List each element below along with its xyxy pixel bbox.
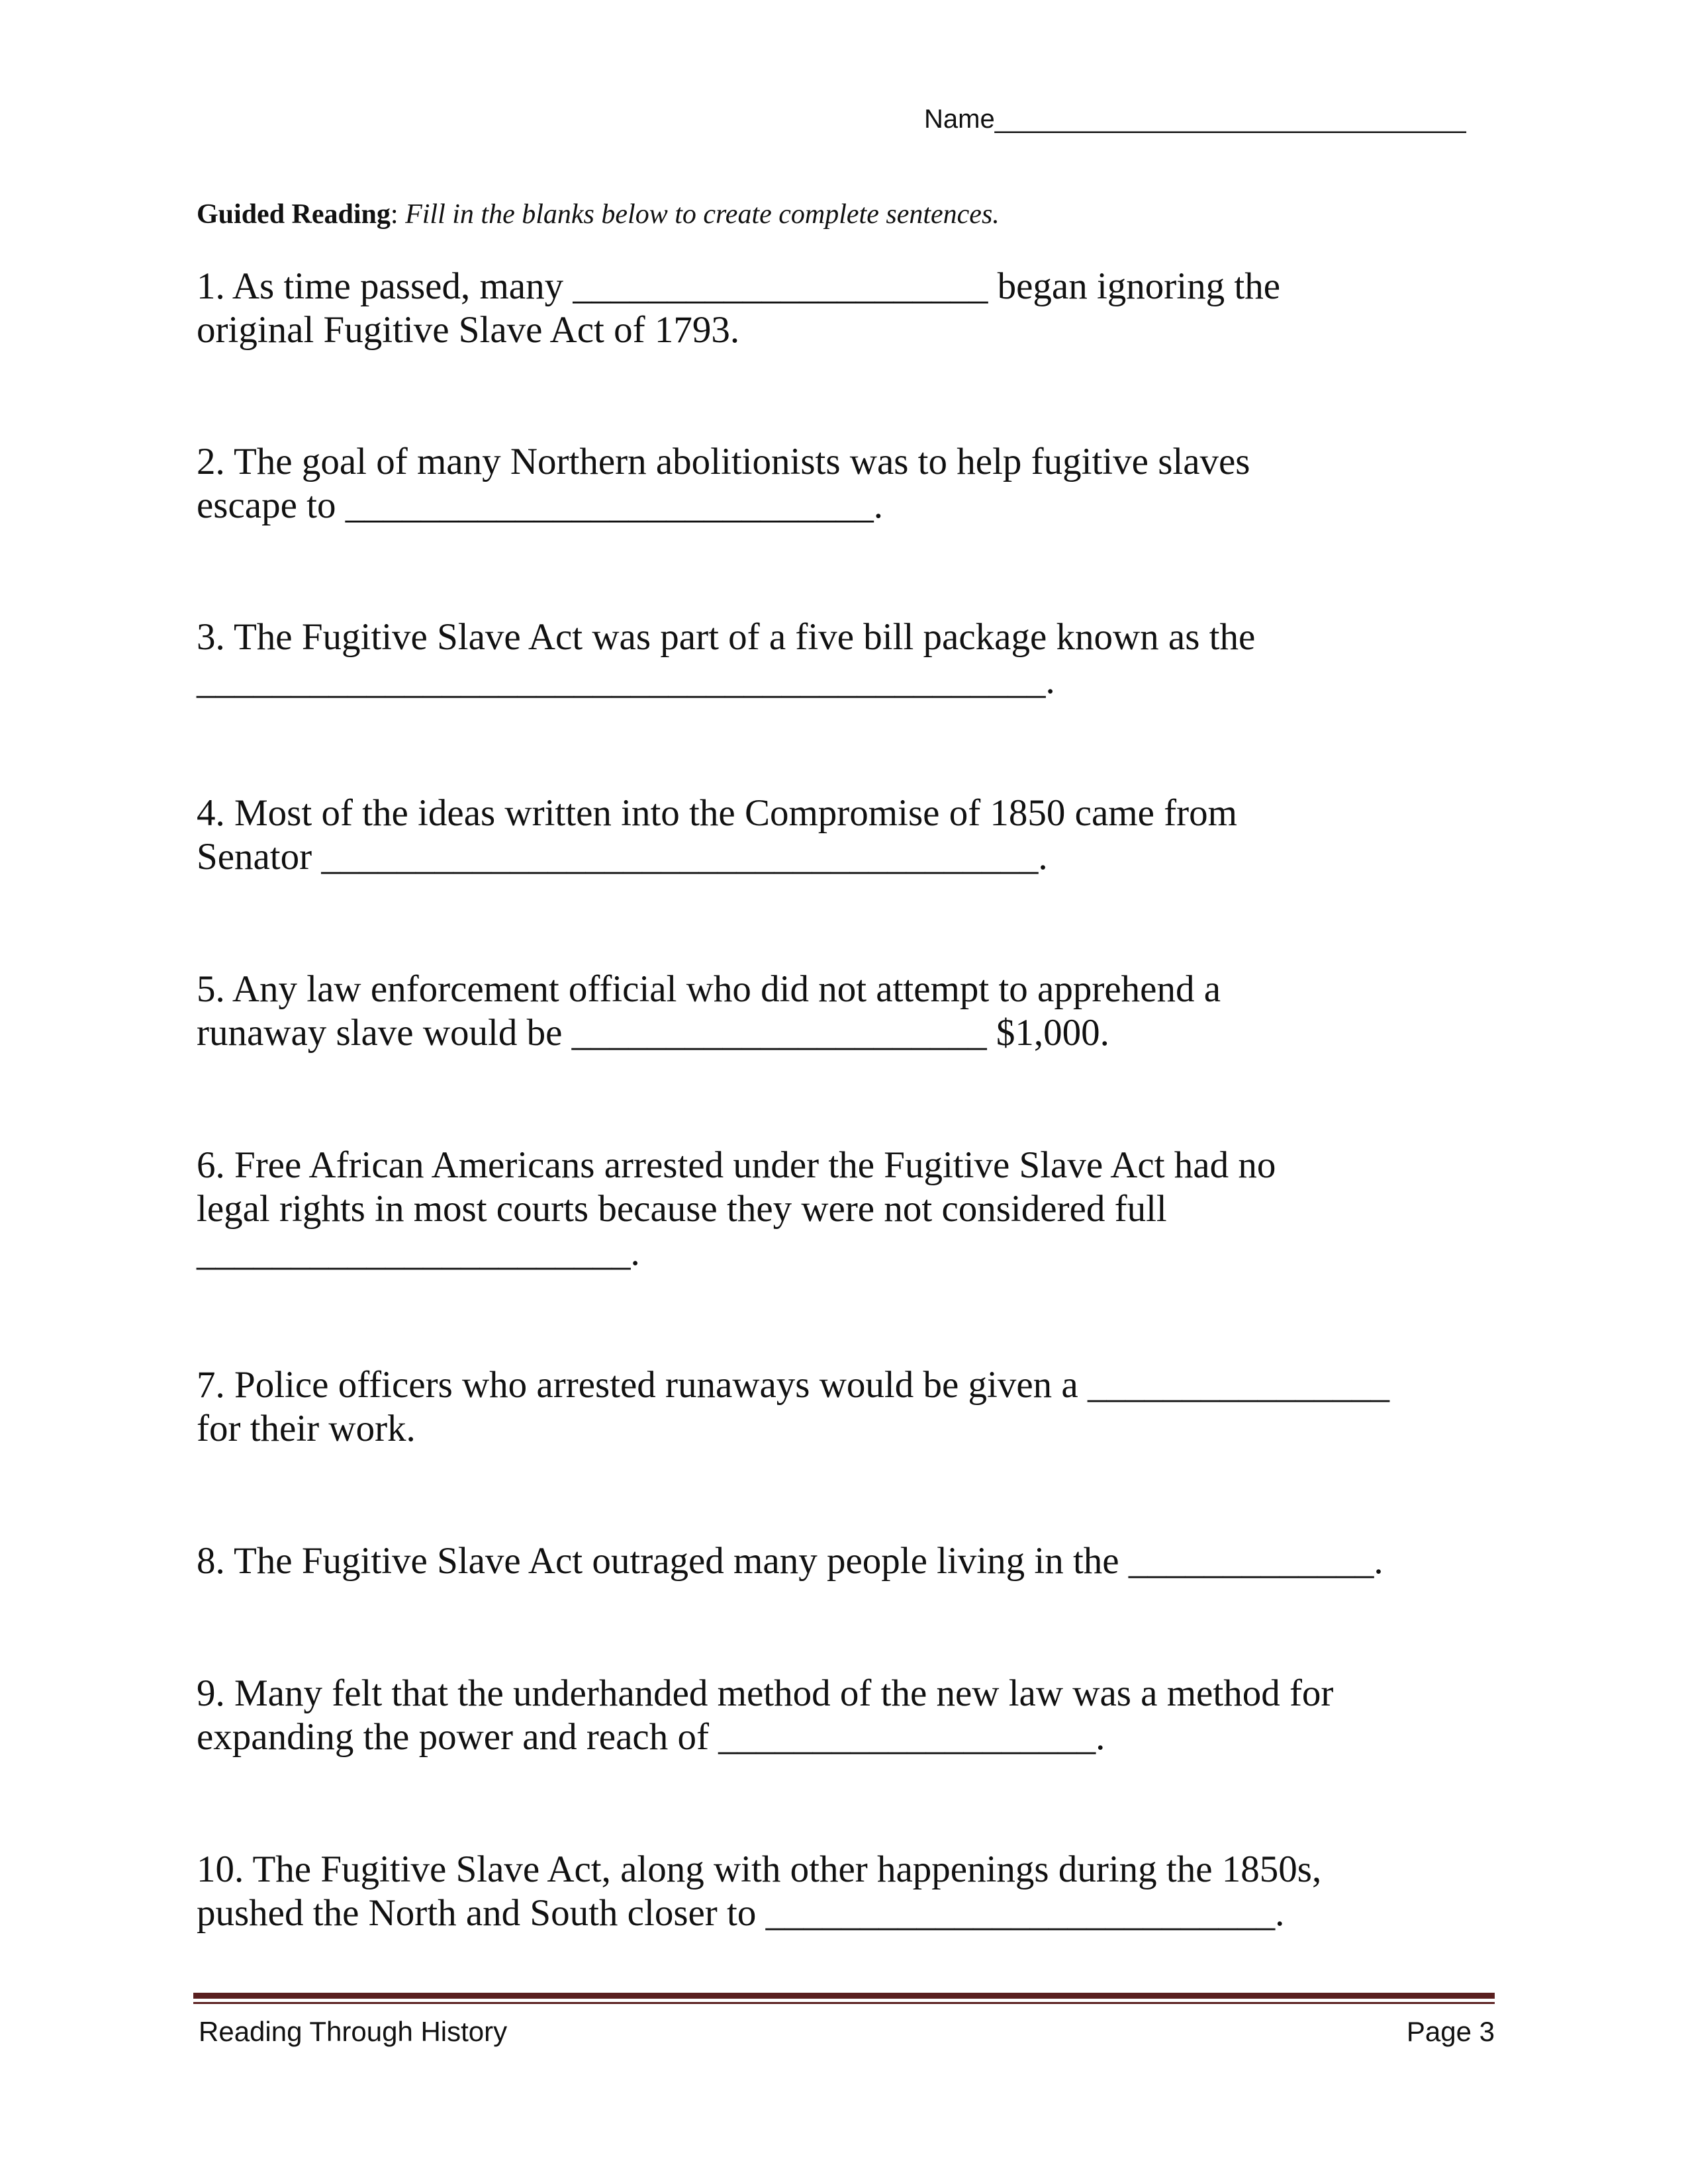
instructions-text: Fill in the blanks below to create complete sentences.	[405, 199, 1000, 230]
question-8	[197, 1539, 1507, 1583]
question-8-line-1: 8. The Fugitive Slave Act outraged many people living in the _____________.	[197, 1540, 1383, 1582]
question-5-line-2: runaway slave would be ______________________ $1,000.	[197, 1012, 1109, 1054]
footer-rule-thick	[193, 1993, 1495, 1999]
question-9	[197, 1672, 1507, 1759]
question-1-line-2: original Fugitive Slave Act of 1793.	[197, 309, 740, 351]
question-4	[197, 792, 1507, 879]
footer-rule-thin	[193, 2002, 1495, 2004]
question-3-line-1: 3. The Fugitive Slave Act was part of a five bill package known as the	[197, 616, 1256, 658]
question-6	[197, 1144, 1507, 1275]
question-6-line-3: _______________________.	[197, 1232, 640, 1273]
instructions-label: Guided Reading	[197, 199, 391, 230]
question-1-line-1: 1. As time passed, many ______________________ began ignoring the	[197, 265, 1280, 307]
question-1	[197, 265, 1507, 352]
question-4-line-2: Senator ______________________________________.	[197, 836, 1048, 878]
question-10-line-1: 10. The Fugitive Slave Act, along with other happenings during the 1850s,	[197, 1848, 1322, 1890]
question-6-line-2: legal rights in most courts because they were not considered full	[197, 1188, 1167, 1230]
question-2	[197, 440, 1507, 527]
question-9-line-1: 9. Many felt that the underhanded method of the new law was a method for	[197, 1672, 1334, 1714]
question-9-line-2: expanding the power and reach of ____________________.	[197, 1716, 1105, 1758]
question-2-line-1: 2. The goal of many Northern abolitionists was to help fugitive slaves	[197, 441, 1250, 482]
question-7-line-2: for their work.	[197, 1408, 416, 1449]
question-7-line-1: 7. Police officers who arrested runaways would be given a ________________	[197, 1364, 1389, 1406]
question-5	[197, 968, 1507, 1055]
question-4-line-1: 4. Most of the ideas written into the Compromise of 1850 came from	[197, 792, 1237, 834]
question-3	[197, 615, 1507, 703]
question-2-line-2: escape to ____________________________.	[197, 484, 883, 526]
instructions-separator: :	[390, 199, 406, 230]
question-5-line-1: 5. Any law enforcement official who did not attempt to apprehend a	[197, 968, 1221, 1010]
question-7	[197, 1363, 1507, 1451]
name-field-label: Name________________________________	[924, 105, 1466, 134]
footer-title: Reading Through History	[199, 2016, 508, 2047]
question-10-line-2: pushed the North and South closer to ___________________________.	[197, 1892, 1285, 1934]
question-10	[197, 1848, 1507, 1935]
question-3-line-2: _____________________________________________.	[197, 660, 1055, 702]
instructions	[197, 196, 1000, 233]
footer-page-number: Page 3	[1406, 2016, 1495, 2047]
question-6-line-1: 6. Free African Americans arrested under the Fugitive Slave Act had no	[197, 1144, 1276, 1186]
